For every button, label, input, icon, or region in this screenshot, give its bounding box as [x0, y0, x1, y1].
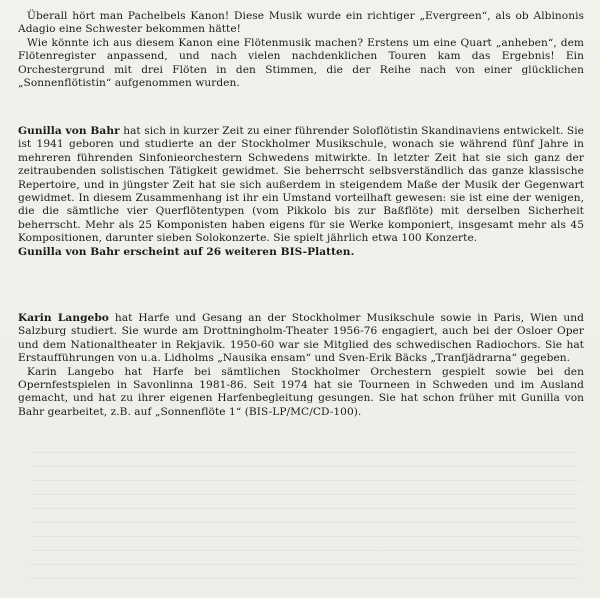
gunilla-bio-paragraph	[18, 125, 584, 246]
intro-paragraph-2: Wie könnte ich aus diesem Kanon eine Flötenmusik machen? Erstens um eine Quart „anheben“, dem Flötenregister anpassend, und nach vielen nachdenklichen Touren kam das Ergebnis! Ein Orchestergrund mit drei Flöten in den Stimmen, die der Reihe nach von einer glücklichen „Sonnenflötistin“ aufgenommen wurden.	[18, 36, 584, 90]
gunilla-name: Gunilla von Bahr	[18, 125, 120, 137]
karin-bio-text-1: hat Harfe und Gesang an der Stockholmer Musikschule sowie in Paris, Wien und Salzburg studiert. Sie wurde am Drottningholm-Theater 1956-76 engagiert, auch bei der Osloer Oper und dem Nationaltheater in Rekjavik. 1950-60 war sie Mitglied des schwedischen Radiochors. Sie hat Erstaufführungen von u.a. Lidholms „Nausika ensam“ und Sven-Erik Bäcks „Tranfjädrarna“ gegeben.	[18, 312, 584, 365]
karin-bio-section	[18, 312, 584, 419]
gunilla-bio-section	[18, 125, 584, 259]
show-through-texture	[30, 446, 580, 592]
gunilla-recordings-note: Gunilla von Bahr erscheint auf 26 weiteren BIS-Platten.	[18, 245, 355, 258]
gunilla-bio-text: hat sich in kurzer Zeit zu einer führender Soloflötistin Skandinaviens entwickelt. Sie ist 1941 geboren und studierte an der Stockholmer Musikschule, wonach sie während fünf Jahre in mehreren führenden Sinfonieorchestern Schwedens mitwirkte. In letzter Zeit hat sie sich ganz der zeitraubenden solistischen Tätigkeit gewidmet. Sie beherrscht selbsverständlich das ganze klassische Repertoire, und in jüngster Zeit hat sie sich außerdem in steigendem Maße der Musik der Gegenwart gewidmet. In diesem Zusammenhang ist ihr ein Umstand vorteilhaft gewesen: sie ist eine der wenigen, die die sämtliche vier Querflötentypen (vom Pikkolo bis zur Baßflöte) mit derselben Sicherheit beherrscht. Mehr als 25 Komponisten haben eigens für sie Werke komponiert, insgesamt mehr als 45 Kompositionen, darunter sieben Solokonzerte. Sie spielt jährlich etwa 100 Konzerte.	[18, 125, 584, 245]
intro-paragraph-1: Überall hört man Pachelbels Kanon! Diese Musik wurde ein richtiger „Evergreen“, als ob Albinonis Adagio eine Schwester bekommen hätte!	[18, 10, 584, 36]
karin-bio-paragraph-1	[18, 312, 584, 366]
karin-name: Karin Langebo	[18, 312, 109, 324]
intro-section	[18, 10, 584, 90]
karin-bio-paragraph-2: Karin Langebo hat Harfe bei sämtlichen Stockholmer Orchestern gespielt sowie bei den Opernfestspielen in Savonlinna 1981-86. Seit 1974 hat sie Tourneen in Schweden und im Ausland gemacht, und hat zu ihrer eigenen Harfenbegleitung gesungen. Sie hat schon früher mit Gunilla von Bahr gearbeitet, z.B. auf „Sonnenflöte 1“ (BIS-LP/MC/CD-100).	[18, 365, 584, 418]
